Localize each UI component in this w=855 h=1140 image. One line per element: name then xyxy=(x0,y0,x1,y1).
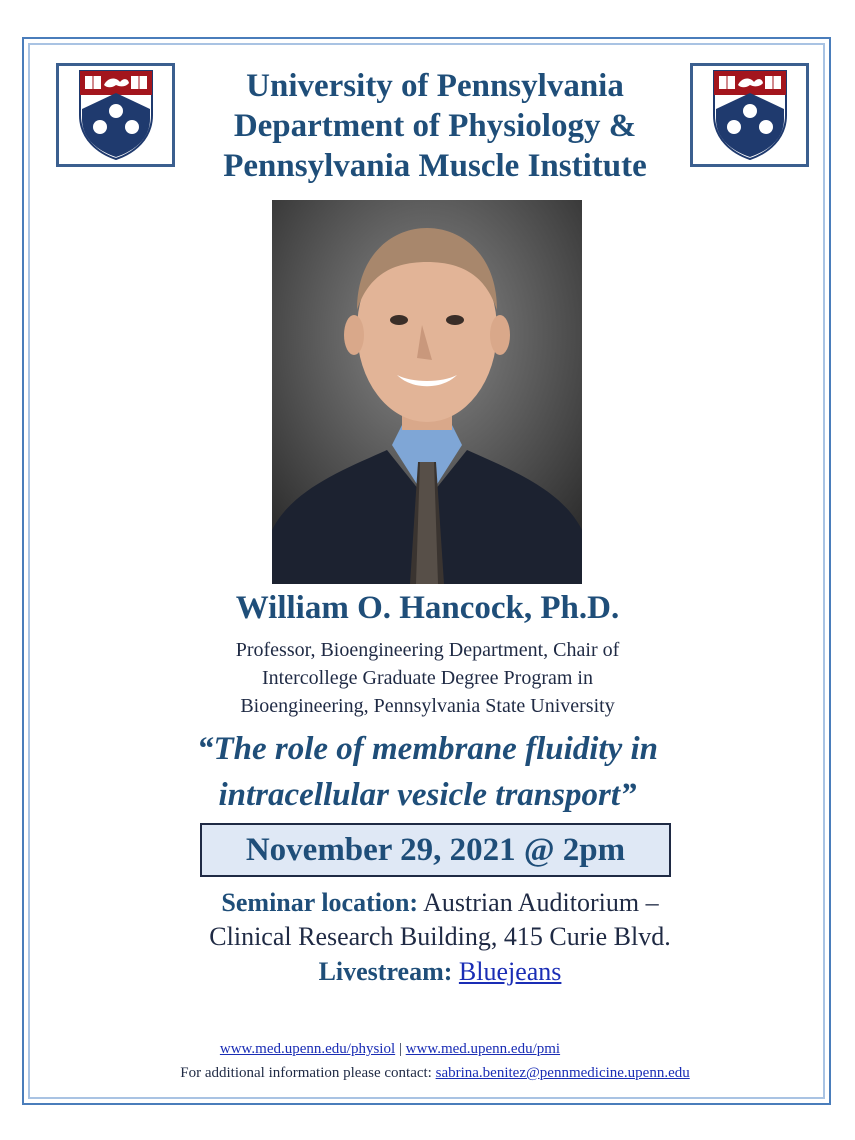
location-line-2: Clinical Research Building, 415 Curie Blvd. xyxy=(209,922,671,951)
footer-contact xyxy=(0,1065,855,1082)
affiliation-line-1: Professor, Bioengineering Department, Chair of xyxy=(235,639,620,661)
institution-header xyxy=(180,66,690,186)
penn-shield-logo-left xyxy=(56,63,175,167)
talk-title-line-1: “The role of membrane fluidity in xyxy=(196,731,659,767)
affiliation-line-3: Bioengineering, Pennsylvania State University xyxy=(240,695,615,717)
header-line-1: University of Pennsylvania xyxy=(246,68,624,104)
header-line-2: Department of Physiology & xyxy=(233,108,637,144)
location-label: Seminar location: xyxy=(221,888,419,917)
speaker-affiliation xyxy=(150,636,705,720)
bluejeans-link[interactable]: Bluejeans xyxy=(458,957,562,986)
penn-shield-logo-right xyxy=(690,63,809,167)
footer-separator: | xyxy=(395,1041,406,1057)
talk-title-line-2: intracellular vesicle transport” xyxy=(218,777,637,813)
livestream-line xyxy=(140,955,740,989)
location-venue: Austrian Auditorium – xyxy=(418,888,659,917)
speaker-photo xyxy=(272,200,582,584)
affiliation-line-2: Intercollege Graduate Degree Program in xyxy=(262,667,593,689)
event-date: November 29, 2021 @ 2pm xyxy=(200,823,671,877)
penn-shield-icon xyxy=(76,69,156,161)
talk-title xyxy=(120,726,735,818)
speaker-name: William O. Hancock, Ph.D. xyxy=(235,590,620,626)
physiol-link[interactable]: www.med.upenn.edu/physiol xyxy=(219,1041,396,1057)
pmi-link[interactable]: www.med.upenn.edu/pmi xyxy=(405,1041,561,1057)
seminar-location xyxy=(140,886,740,954)
footer-links xyxy=(0,1041,780,1058)
header-line-3: Pennsylvania Muscle Institute xyxy=(223,148,647,184)
location-line-1 xyxy=(140,886,740,920)
penn-shield-icon xyxy=(710,69,790,161)
contact-email-link[interactable]: sabrina.benitez@pennmedicine.upenn.edu xyxy=(435,1065,690,1081)
livestream-label: Livestream: xyxy=(318,957,453,986)
contact-label: For additional information please contact: xyxy=(180,1065,436,1081)
